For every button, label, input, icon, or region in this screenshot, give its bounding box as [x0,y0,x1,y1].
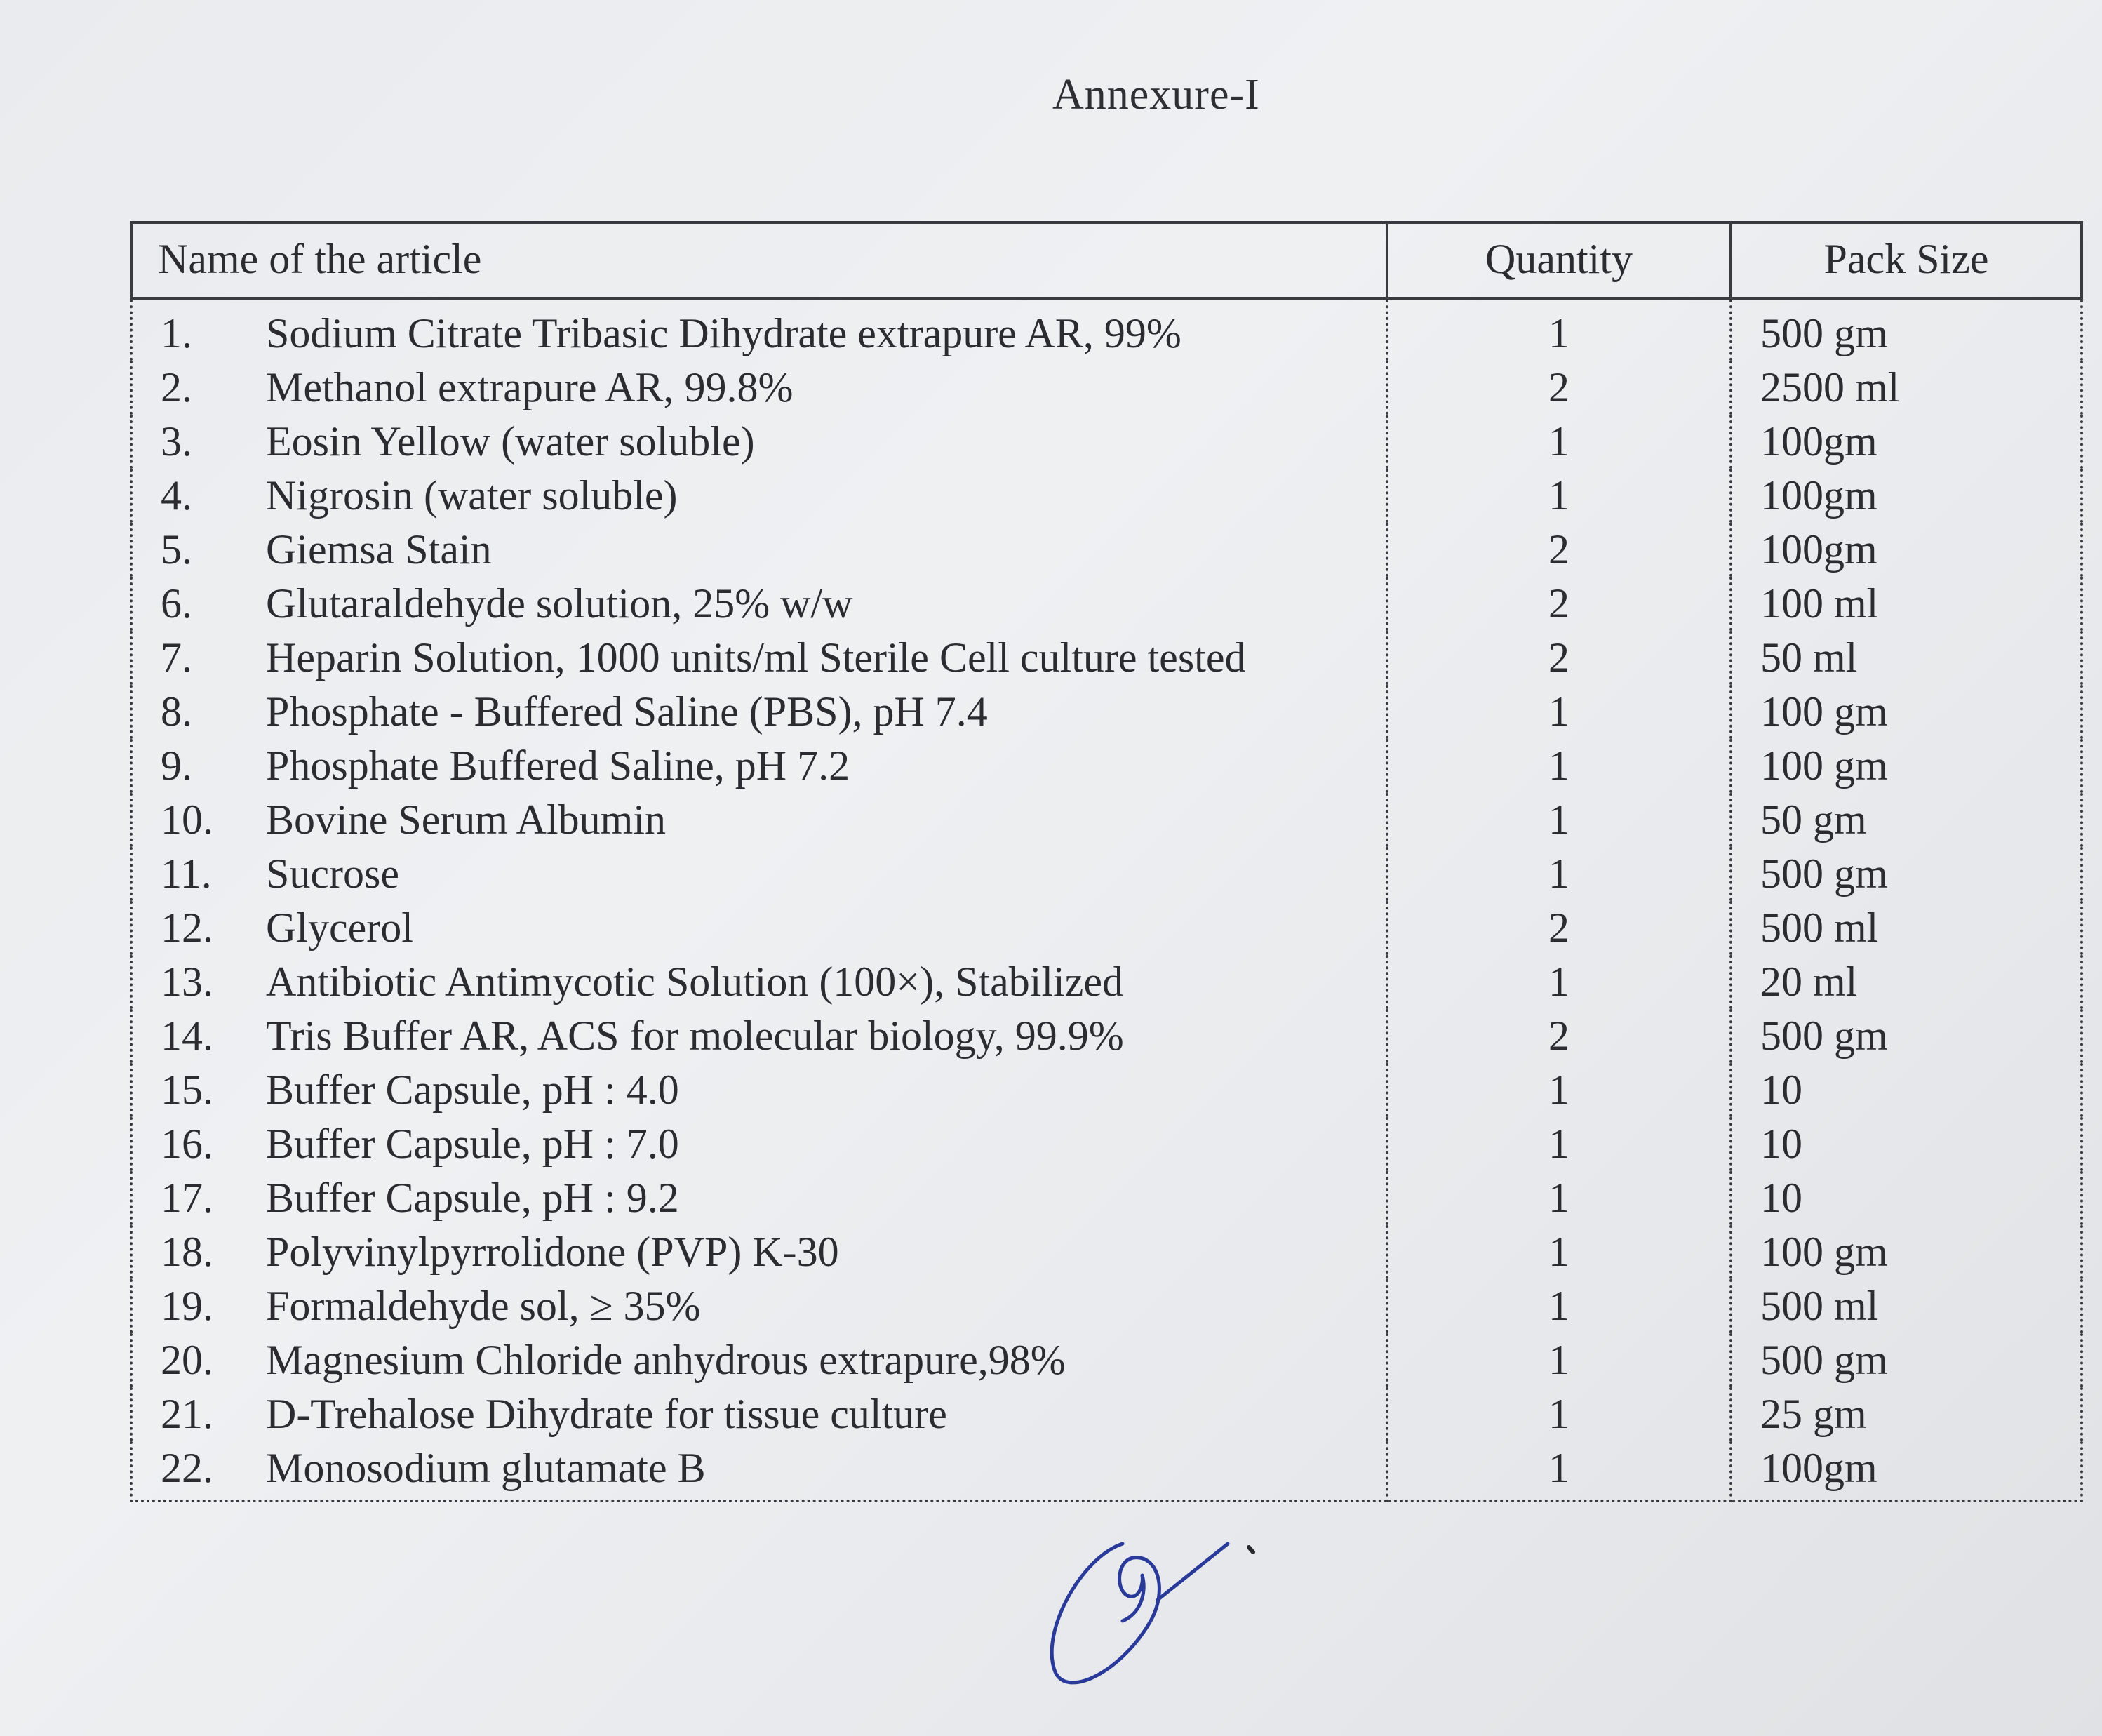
article-name-cell [131,1333,1387,1387]
article-name: Magnesium Chloride anhydrous extrapure,98% [266,1337,1066,1383]
pack-size-cell: 100 gm [1731,685,2082,739]
row-number: 13. [161,959,213,1005]
articles-table-container [130,221,2080,1502]
page-title: Annexure-I [1052,71,1260,119]
pack-size-cell: 100 gm [1731,739,2082,793]
pack-size-cell: 500 ml [1731,1279,2082,1333]
article-name-cell [131,1441,1387,1501]
article-name: Phosphate Buffered Saline, pH 7.2 [266,742,850,789]
quantity-cell: 1 [1387,469,1731,523]
row-number: 2. [161,364,192,410]
table-row [131,739,2082,793]
row-number: 15. [161,1067,213,1113]
article-name-cell [131,415,1387,469]
article-name: Buffer Capsule, pH : 9.2 [266,1175,679,1221]
pack-size-cell: 20 ml [1731,955,2082,1009]
pack-size-cell: 10 [1731,1171,2082,1225]
pack-size-cell: 2500 ml [1731,361,2082,415]
pack-size-cell: 500 gm [1731,298,2082,361]
article-name-cell [131,955,1387,1009]
pack-size-cell: 100gm [1731,415,2082,469]
article-name: Giemsa Stain [266,526,492,573]
pack-size-cell: 500 gm [1731,847,2082,901]
pack-size-cell: 100gm [1731,469,2082,523]
quantity-cell: 2 [1387,901,1731,955]
quantity-cell: 2 [1387,577,1731,631]
table-row [131,298,2082,361]
table-header-row [131,222,2082,298]
article-name-cell [131,793,1387,847]
row-number: 11. [161,850,212,897]
table-row [131,469,2082,523]
pack-size-cell: 100gm [1731,523,2082,577]
table-row [131,1009,2082,1063]
article-name: Heparin Solution, 1000 units/ml Sterile Cell culture tested [266,634,1246,681]
row-number: 18. [161,1229,213,1275]
quantity-cell: 1 [1387,298,1731,361]
quantity-cell: 1 [1387,847,1731,901]
table-row [131,685,2082,739]
article-name: Bovine Serum Albumin [266,796,666,843]
quantity-cell: 2 [1387,1009,1731,1063]
row-number: 4. [161,472,192,519]
article-name: Eosin Yellow (water soluble) [266,418,755,465]
article-name-cell [131,1117,1387,1171]
article-name: Buffer Capsule, pH : 4.0 [266,1067,679,1113]
quantity-cell: 2 [1387,361,1731,415]
pack-size-cell: 10 [1731,1117,2082,1171]
article-name-cell [131,1063,1387,1117]
article-name: Antibiotic Antimycotic Solution (100×), Stabilized [266,959,1124,1005]
pack-size-cell: 50 ml [1731,631,2082,685]
article-name-cell [131,1225,1387,1279]
article-name: Phosphate - Buffered Saline (PBS), pH 7.4 [266,688,988,735]
article-name-cell [131,631,1387,685]
row-number: 8. [161,688,192,735]
article-name-cell [131,523,1387,577]
pack-size-cell: 500 gm [1731,1009,2082,1063]
quantity-cell: 1 [1387,793,1731,847]
article-name: Monosodium glutamate B [266,1445,706,1491]
table-row [131,901,2082,955]
row-number: 16. [161,1121,213,1167]
table-row [131,361,2082,415]
table-row [131,1333,2082,1387]
pack-size-cell: 10 [1731,1063,2082,1117]
quantity-cell: 1 [1387,955,1731,1009]
pack-size-cell: 100 ml [1731,577,2082,631]
table-row [131,1171,2082,1225]
article-name: Glycerol [266,904,413,951]
pack-size-cell: 25 gm [1731,1387,2082,1441]
pack-size-cell: 100 gm [1731,1225,2082,1279]
article-name: Buffer Capsule, pH : 7.0 [266,1121,679,1167]
quantity-cell: 1 [1387,1387,1731,1441]
article-name-cell [131,739,1387,793]
article-name: Sucrose [266,850,399,897]
quantity-cell: 2 [1387,631,1731,685]
row-number: 21. [161,1391,213,1437]
article-name-cell [131,577,1387,631]
article-name: Tris Buffer AR, ACS for molecular biology, 99.9% [266,1013,1124,1059]
row-number: 10. [161,796,213,843]
table-row [131,1279,2082,1333]
row-number: 6. [161,580,192,627]
quantity-cell: 1 [1387,1171,1731,1225]
article-name-cell [131,469,1387,523]
row-number: 22. [161,1445,213,1491]
row-number: 17. [161,1175,213,1221]
article-name-cell [131,685,1387,739]
table-row [131,415,2082,469]
quantity-cell: 1 [1387,1279,1731,1333]
row-number: 1. [161,310,192,356]
article-name-cell [131,1279,1387,1333]
table-row [131,847,2082,901]
pack-size-cell: 500 ml [1731,901,2082,955]
quantity-cell: 1 [1387,415,1731,469]
article-name-cell [131,901,1387,955]
header-name: Name of the article [131,222,1387,298]
quantity-cell: 1 [1387,685,1731,739]
pack-size-cell: 100gm [1731,1441,2082,1501]
table-row [131,523,2082,577]
quantity-cell: 1 [1387,1225,1731,1279]
article-name-cell [131,847,1387,901]
quantity-cell: 1 [1387,1063,1731,1117]
table-row [131,1063,2082,1117]
row-number: 9. [161,742,192,789]
row-number: 5. [161,526,192,573]
table-body [131,298,2082,1501]
row-number: 19. [161,1283,213,1329]
table-row [131,1441,2082,1501]
row-number: 20. [161,1337,213,1383]
quantity-cell: 2 [1387,523,1731,577]
pack-size-cell: 500 gm [1731,1333,2082,1387]
table-row [131,1387,2082,1441]
article-name: Formaldehyde sol, ≥ 35% [266,1283,701,1329]
article-name-cell [131,1009,1387,1063]
article-name: D-Trehalose Dihydrate for tissue culture [266,1391,947,1437]
articles-table [130,221,2083,1502]
article-name-cell [131,1171,1387,1225]
row-number: 14. [161,1013,213,1059]
row-number: 3. [161,418,192,465]
table-row [131,631,2082,685]
quantity-cell: 1 [1387,1117,1731,1171]
article-name-cell [131,1387,1387,1441]
table-row [131,955,2082,1009]
header-quantity: Quantity [1387,222,1731,298]
row-number: 7. [161,634,192,681]
pack-size-cell: 50 gm [1731,793,2082,847]
article-name-cell [131,361,1387,415]
quantity-cell: 1 [1387,1441,1731,1501]
table-row [131,793,2082,847]
article-name: Nigrosin (water soluble) [266,472,678,519]
quantity-cell: 1 [1387,739,1731,793]
article-name: Methanol extrapure AR, 99.8% [266,364,794,410]
table-row [131,1117,2082,1171]
header-pack-size: Pack Size [1731,222,2082,298]
signature [1017,1516,1277,1698]
row-number: 12. [161,904,213,951]
article-name: Polyvinylpyrrolidone (PVP) K-30 [266,1229,839,1275]
article-name-cell [131,298,1387,361]
table-row [131,1225,2082,1279]
quantity-cell: 1 [1387,1333,1731,1387]
table-row [131,577,2082,631]
article-name: Glutaraldehyde solution, 25% w/w [266,580,853,627]
article-name: Sodium Citrate Tribasic Dihydrate extrapure AR, 99% [266,310,1181,356]
